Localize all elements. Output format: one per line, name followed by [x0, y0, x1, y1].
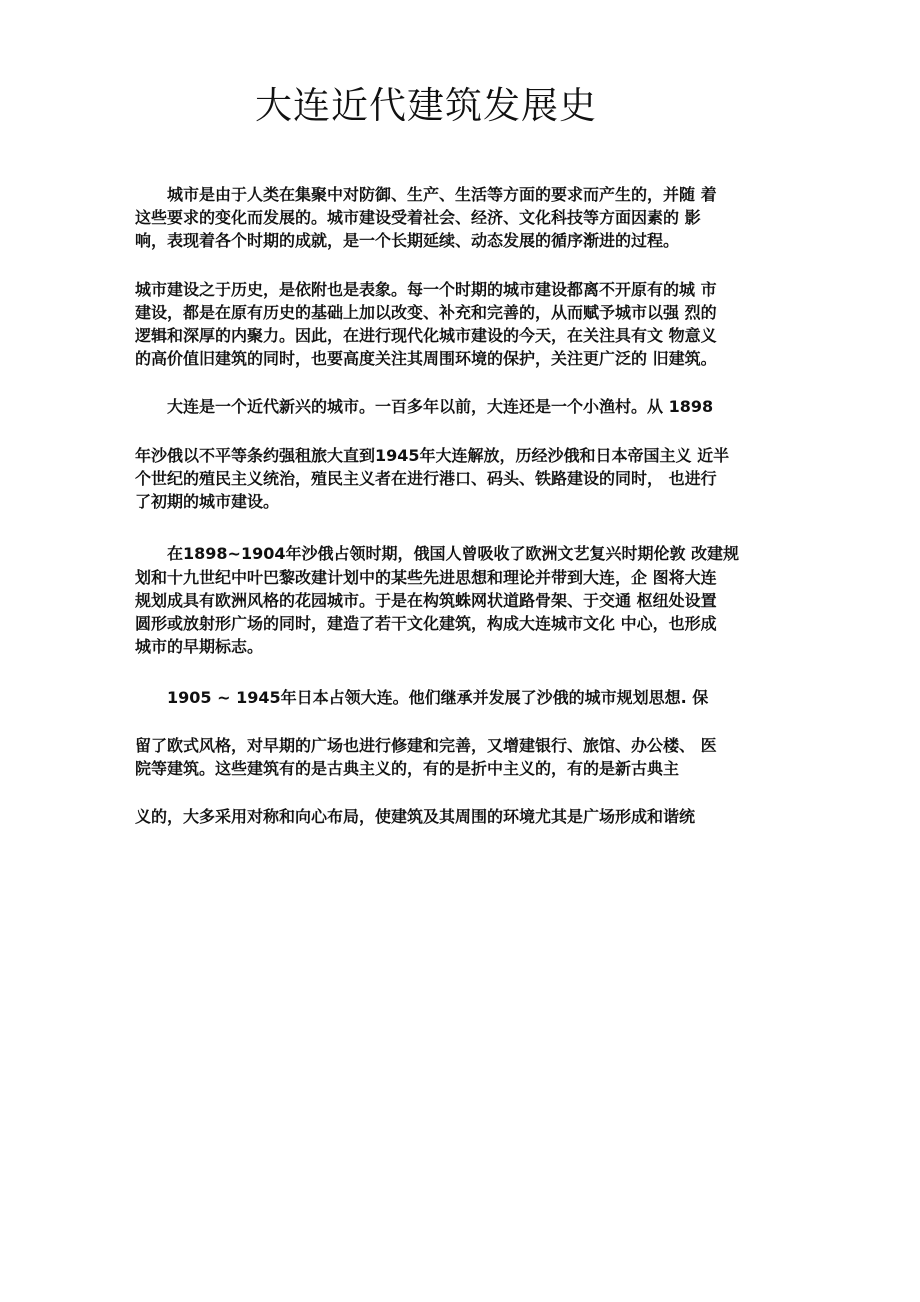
text-line: 了初期的城市建设。	[135, 492, 280, 511]
text-line: 圆形或放射形广场的同时，建造了若干文化建筑，构成大连城市文化 中心，也形成	[135, 614, 717, 633]
text-line: 城市建设之于历史，是依附也是表象。每一个时期的城市建设都离不开原有的城 市	[135, 280, 717, 299]
text-line: 这些要求的变化而发展的。城市建设受着社会、经济、文化科技等方面因素的 影	[135, 208, 701, 227]
text-line: 个世纪的殖民主义统治，殖民主义者在进行港口、码头、铁路建设的同时， 也进行	[135, 469, 717, 488]
text-line: 在1898~1904年沙俄占领时期，俄国人曾吸收了欧洲文艺复兴时期伦敦 改建规	[167, 544, 740, 563]
text-line: 城市的早期标志。	[135, 637, 264, 656]
text-line: 义的，大多采用对称和向心布局，使建筑及其周围的环境尤其是广场形成和谐统	[135, 807, 696, 826]
document-title: 大连近代建筑发展史	[255, 84, 597, 127]
text-line: 规划成具有欧洲风格的花园城市。于是在构筑蛛网状道路骨架、于交通 枢纽处设置	[135, 591, 717, 610]
text-line: 留了欧式风格，对早期的广场也进行修建和完善，又增建银行、旅馆、办公楼、 医	[135, 736, 717, 755]
text-line: 划和十九世纪中叶巴黎改建计划中的某些先进思想和理论并带到大连，企 图将大连	[135, 568, 717, 587]
text-line: 的高价值旧建筑的同时，也要高度关注其周围环境的保护，关注更广泛的 旧建筑。	[135, 349, 717, 368]
text-line: 建设，都是在原有历史的基础上加以改变、补充和完善的，从而赋予城市以强 烈的	[135, 303, 717, 322]
text-line: 响，表现着各个时期的成就，是一个长期延续、动态发展的循序渐进的过程。	[135, 231, 680, 250]
text-line: 年沙俄以不平等条约强租旅大直到1945年大连解放，历经沙俄和日本帝国主义 近半	[135, 446, 730, 465]
text-line: 院等建筑。这些建筑有的是古典主义的，有的是折中主义的，有的是新古典主	[135, 759, 680, 778]
text-line: 城市是由于人类在集聚中对防御、生产、生活等方面的要求而产生的，并随 着	[167, 185, 717, 204]
text-line: 大连是一个近代新兴的城市。一百多年以前，大连还是一个小渔村。从 1898	[167, 397, 714, 416]
text-line: 1905 ~ 1945年日本占领大连。他们继承并发展了沙俄的城市规划思想. 保	[167, 688, 709, 707]
text-line: 逻辑和深厚的内聚力。因此，在进行现代化城市建设的今天，在关注具有文 物意义	[135, 326, 717, 345]
